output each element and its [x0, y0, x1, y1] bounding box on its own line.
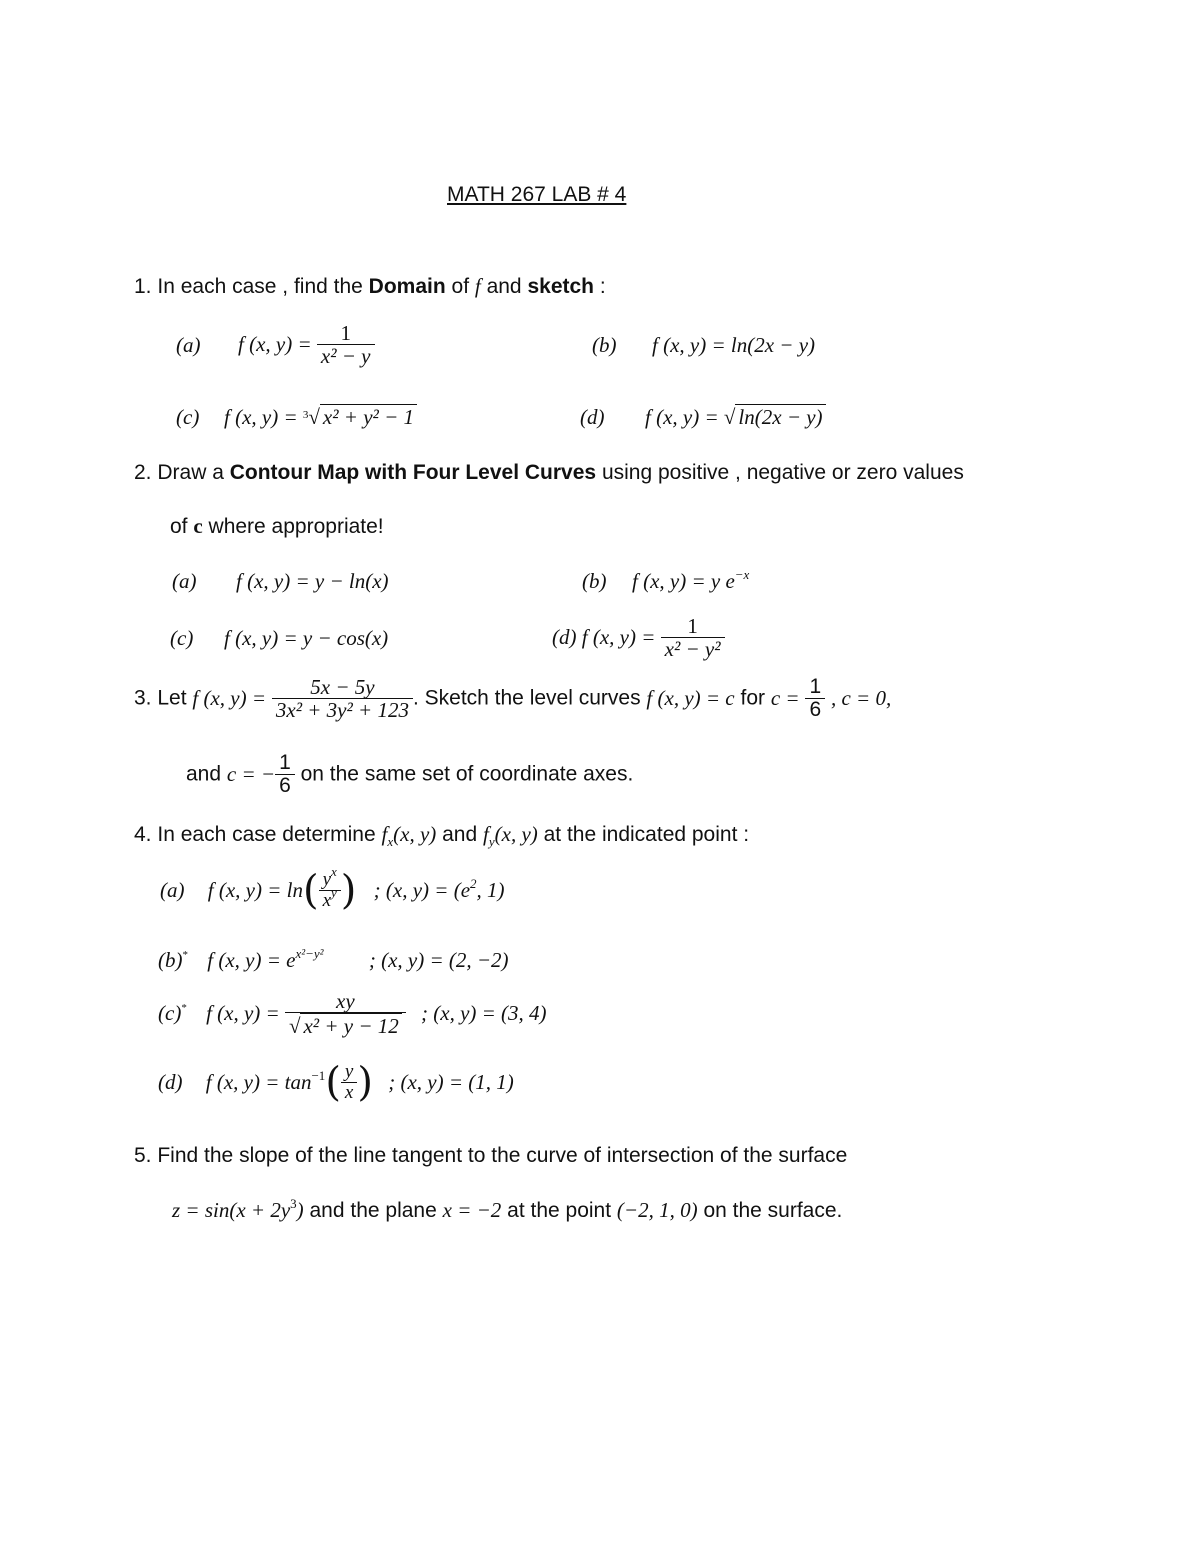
q4-c-label: (c)* — [158, 1001, 187, 1025]
left-paren: ( — [325, 1059, 341, 1106]
question-4-prompt: 4. In each case determine $f_x(x$, y) and $f_y(x$, y) at the indicated point : — [134, 822, 750, 849]
q2-c-expression: f (x, y) = y − cos(x) — [224, 626, 389, 650]
q2-a-label: (a) — [172, 569, 197, 593]
fraction: $\frac{1}{\text{x² − y²}}$ — [661, 615, 725, 660]
q2-b-label: (b) — [582, 569, 607, 593]
question-5-prompt: 5. Find the slope of the line tangent to the curve of intersection of the surface — [134, 1144, 848, 1167]
left-paren: ( — [302, 867, 319, 914]
q4-a-expression: (a) f (x, y) = ln( $\frac{y^x}{x^y}$ ) ; (x, $y) = (e^2$, 1) — [160, 864, 505, 914]
fraction: $\frac{y^x}{x^y}$ — [319, 870, 341, 911]
question-3-prompt: 3. Let f (x, y) = $\frac{5x - 5y}{\text{3x² + 3y² + 123}}$ . Sketch the level curves f (x, y) = c for c = $\frac{1}{6}$ , c = 0, — [134, 675, 892, 722]
q4-b-label: (b)* — [158, 948, 188, 972]
question-2-prompt: 2. Draw a Contour Map with Four Level Curves using positive , negative or zero values — [134, 461, 964, 484]
q4-c-expression: (c)* f (x, y) = $\frac{xy}{\text{√ x² + y − 12}}$ ; (x, y) = (3, 4) — [158, 989, 547, 1038]
q2-b-expression: f (x, y) = y $e^{-x}$ — [632, 567, 750, 593]
q2-d-label: (d) — [552, 625, 577, 649]
q1-c-label: (c) — [176, 405, 200, 429]
q1-a-label: (a) — [176, 333, 201, 357]
q4-d-label: (d) — [158, 1070, 183, 1094]
question-number: 1. — [134, 275, 152, 298]
q1-a-expression: f (x, y) = $\frac{1}{\text{x² − y}}$ — [238, 322, 375, 367]
page-title: MATH 267 LAB # 4 — [447, 183, 627, 206]
question-1-prompt: 1. In each case , find the Domain of f and sketch : — [134, 274, 606, 298]
question-5-prompt-line2: $z = \sin(x + 2y^3)$ and the plane x = −2 at the point (−2, 1, 0) on the surface. — [172, 1196, 843, 1222]
question-2-prompt-line2: of c where appropriate! — [170, 514, 384, 538]
fraction: $\frac{5x - 5y}{\text{3x² + 3y² + 123}}$ — [272, 676, 413, 721]
right-paren: ) — [357, 1059, 373, 1106]
q4-b-expression: (b)* f (x, $y) = e^{x^2-y^2}$ ; (x, y) = (2, −2) — [158, 946, 509, 972]
q1-b-label: (b) — [592, 333, 617, 357]
q1-c-expression: f (x, y) = $^3$√ x² + y² − 1 — [224, 405, 417, 430]
square-root: √ ln(2x − y) — [724, 405, 826, 430]
fraction: $\frac{1}{6}$ — [275, 752, 295, 797]
q1-d-expression: f (x, y) = √ ln(2x − y) — [645, 405, 826, 430]
fraction: $\frac{1}{\text{x² − y}}$ — [317, 322, 375, 367]
fraction: $\frac{1}{6}$ — [805, 676, 825, 721]
question-3-prompt-line2: and c = − $\frac{1}{6}$ on the same set of coordinate axes. — [186, 751, 634, 797]
cube-root: $^3$√ x² + y² − 1 — [303, 405, 417, 430]
q1-d-label: (d) — [580, 405, 605, 429]
question-number: 5. — [134, 1144, 152, 1167]
fraction: $\frac{xy}{\text{√ x² + y − 12}}$ — [285, 990, 406, 1037]
question-number: 4. — [134, 823, 152, 846]
q1-b-expression: f (x, y) = ln(2x − y) — [652, 333, 816, 357]
q2-a-expression: f (x, y) = y − ln(x) — [236, 569, 389, 593]
q2-c-label: (c) — [170, 626, 194, 650]
question-number: 3. — [134, 686, 152, 710]
q4-a-label: (a) — [160, 878, 185, 902]
q4-d-expression: (d) f (x, $y) = \tan^{-1}$( $\frac{y}{x}$ ) ; (x, y) = (1, 1) — [158, 1059, 514, 1106]
question-number: 2. — [134, 461, 152, 484]
right-paren: ) — [340, 867, 357, 914]
q2-d-expression: (d) f (x, y) = $\frac{1}{\text{x² − y²}}$ — [552, 615, 725, 660]
fraction: $\frac{y}{x}$ — [341, 1062, 357, 1103]
